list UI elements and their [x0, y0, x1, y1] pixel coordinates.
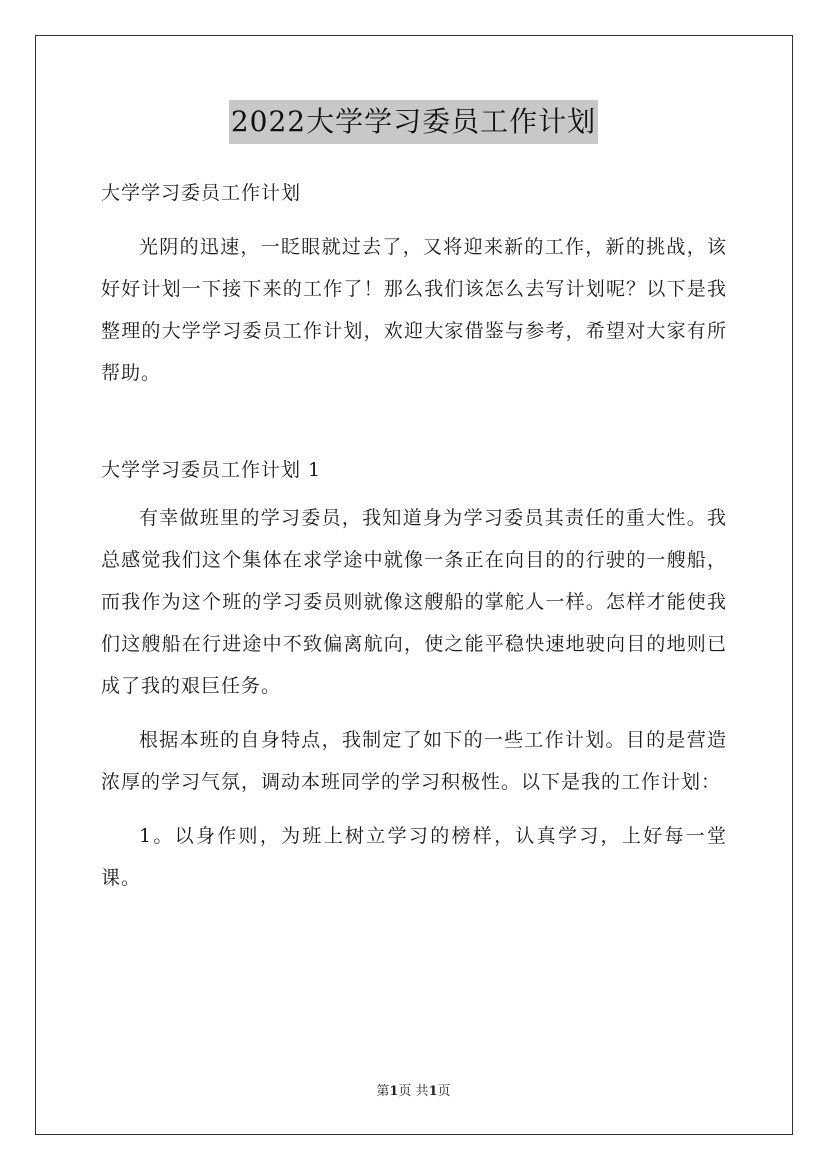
- page-number-mid: 页 共: [398, 1084, 429, 1099]
- section-paragraph: 根据本班的自身特点，我制定了如下的一些工作计划。目的是营造浓厚的学习气氛，调动本班同学的学习积极性。以下是我的工作计划：: [101, 729, 727, 793]
- page-number-prefix: 第: [376, 1084, 390, 1099]
- document-subtitle: 大学学习委员工作计划: [101, 182, 302, 204]
- page-number-current: 1: [389, 1084, 399, 1099]
- page-footer: [0, 1080, 827, 1099]
- spacer: [101, 707, 727, 719]
- page-number-suffix: 页: [437, 1084, 451, 1099]
- spacer: [101, 214, 727, 226]
- section-heading: 大学学习委员工作计划 1: [101, 459, 322, 481]
- spacer: [101, 394, 727, 449]
- title-container: [0, 100, 827, 144]
- document-title: 2022大学学习委员工作计划: [229, 100, 598, 144]
- section-paragraph: 1。以身作则，为班上树立学习的榜样，认真学习，上好每一堂课。: [101, 825, 727, 889]
- page-number-total: 1: [428, 1084, 438, 1099]
- document-body: [101, 172, 727, 899]
- spacer: [101, 803, 727, 815]
- intro-paragraph: 光阴的迅速，一眨眼就过去了，又将迎来新的工作，新的挑战，该好好计划一下接下来的工作了！那么我们该怎么去写计划呢？以下是我整理的大学学习委员工作计划，欢迎大家借鉴与参考，希望对大家有所帮助。: [101, 236, 727, 384]
- section-paragraph: 有幸做班里的学习委员，我知道身为学习委员其责任的重大性。我总感觉我们这个集体在求学途中就像一条正在向目的的行驶的一艘船，而我作为这个班的学习委员则就像这艘船的掌舵人一样。怎样才能使我们这艘船在行进途中不致偏离航向，使之能平稳快速地驶向目的地则已成了我的艰巨任务。: [101, 507, 727, 697]
